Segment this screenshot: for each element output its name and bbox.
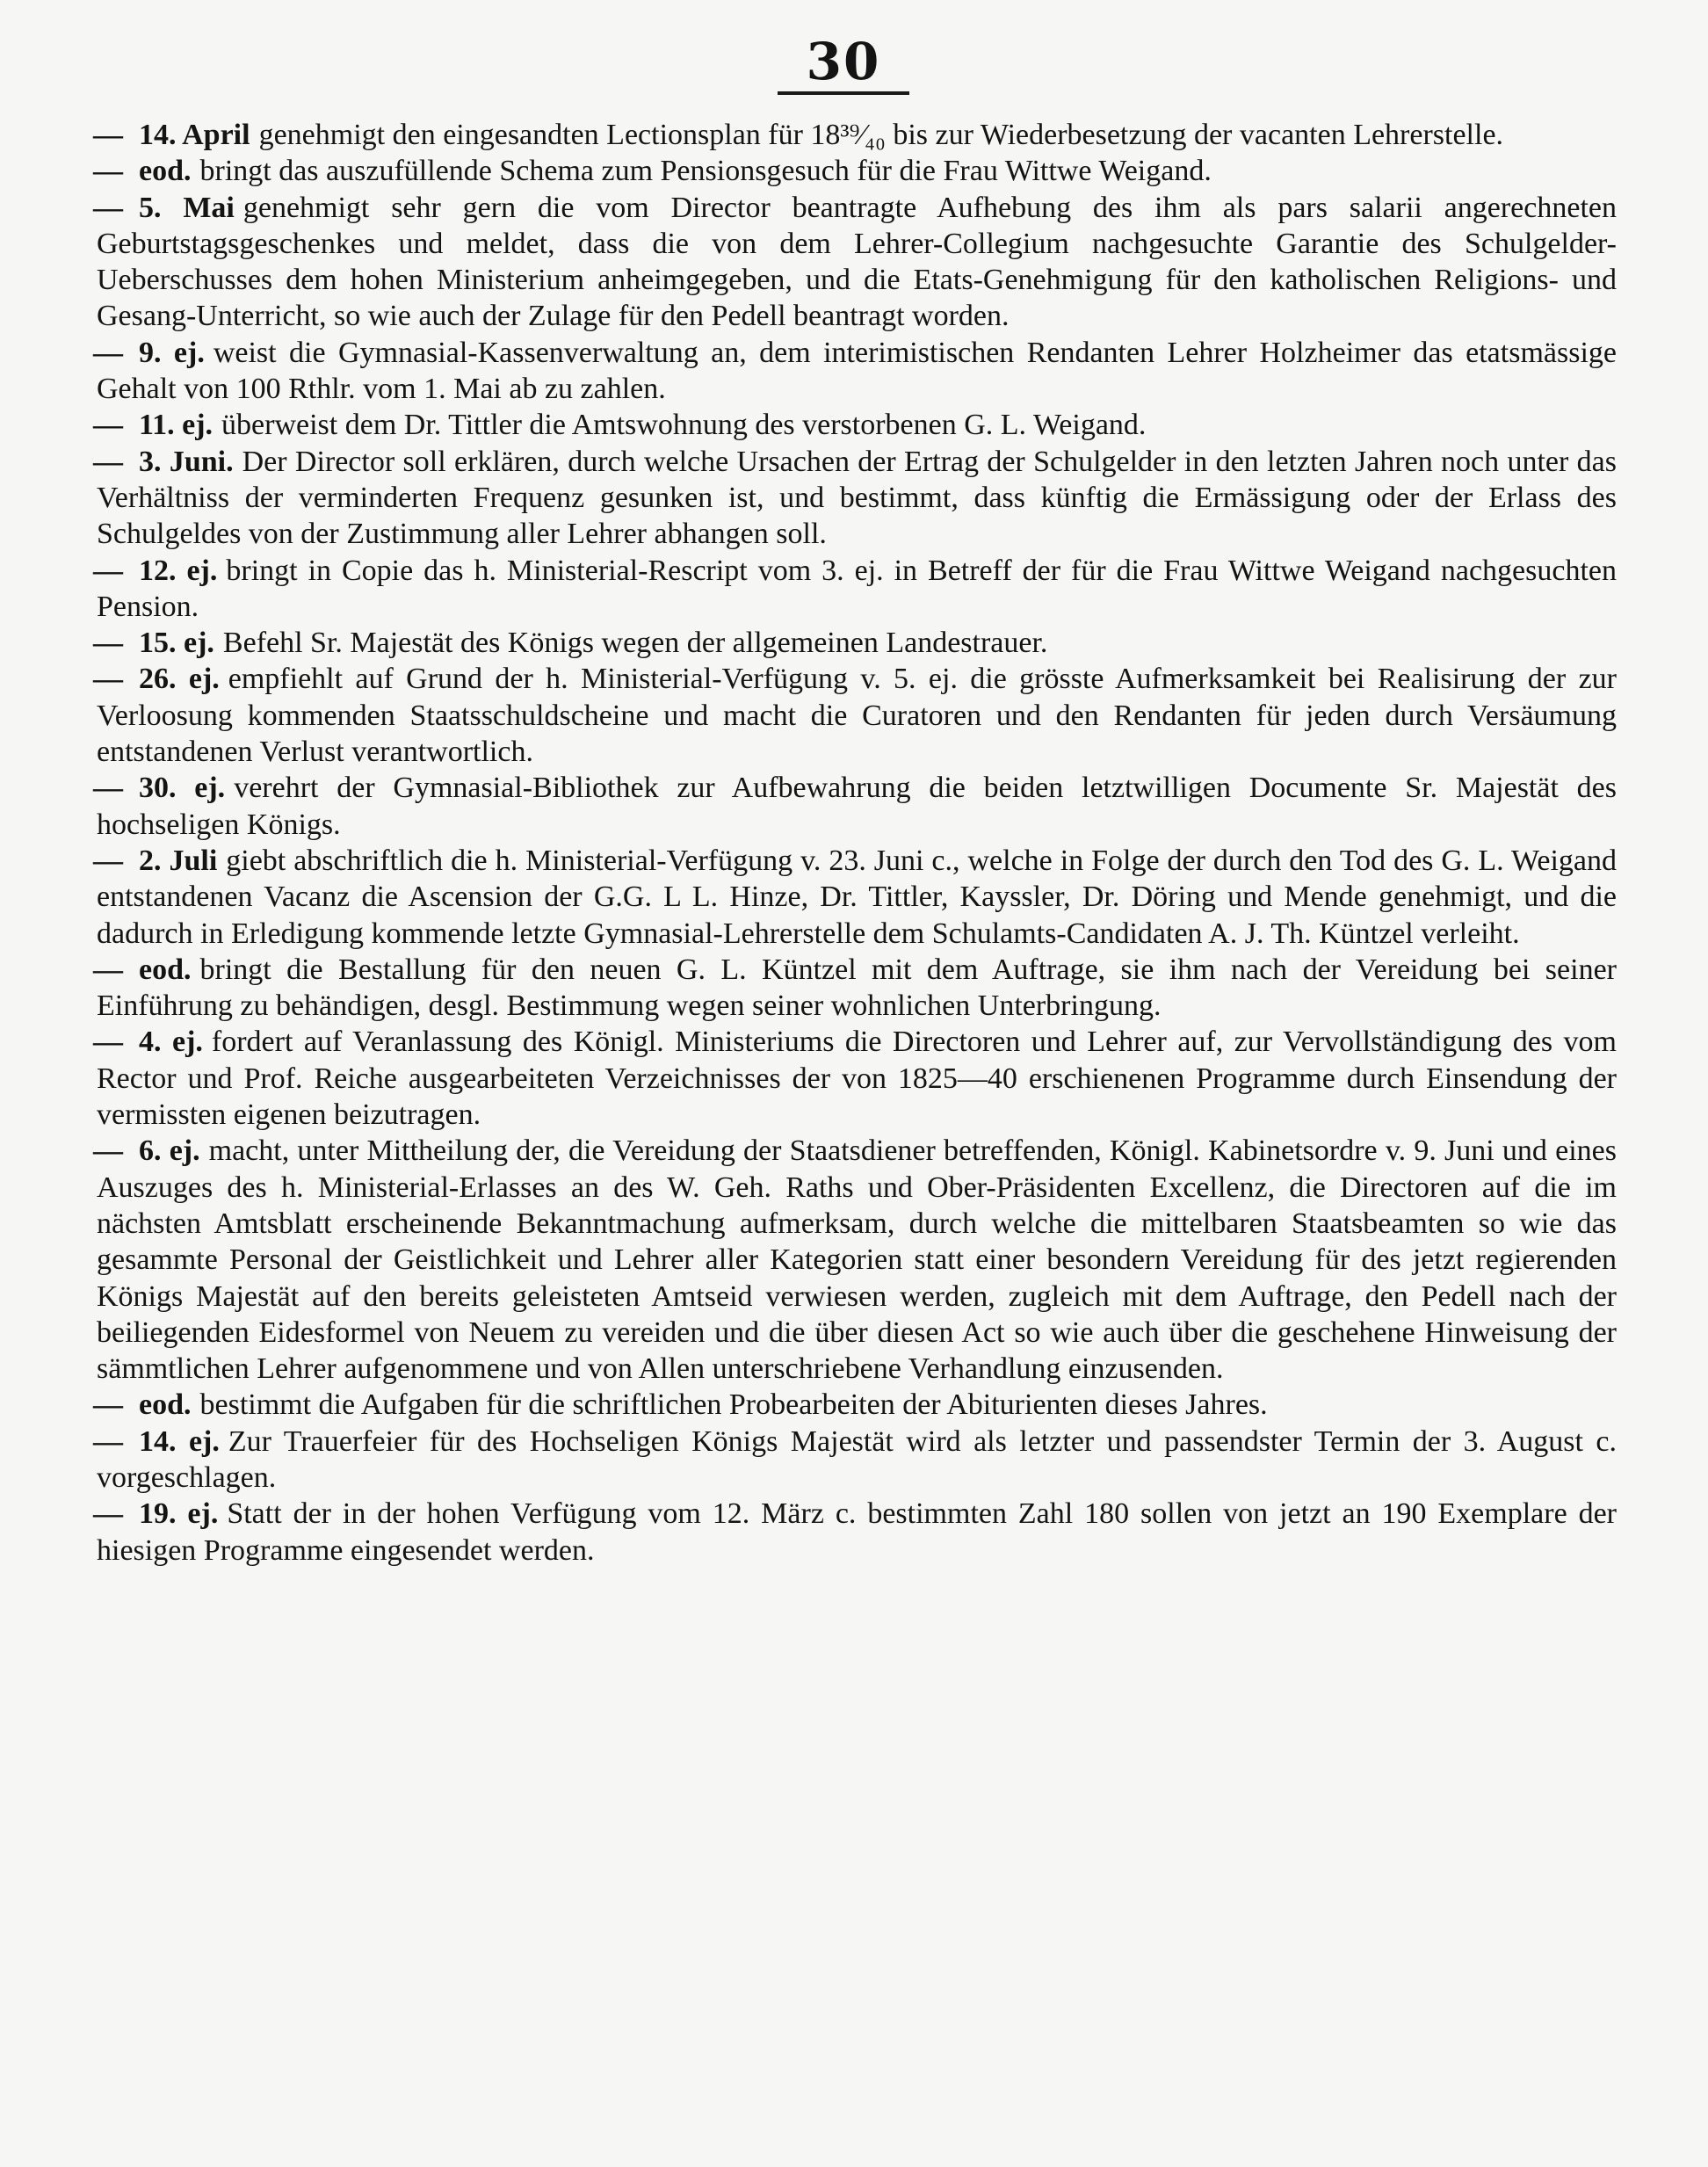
entry-dash: — (93, 1388, 123, 1422)
entry-text: empfiehlt auf Grund der h. Ministerial-Verfügung v. 5. ej. die grösste Aufmerksamkeit bei Realisirung der zur Verloosung kommenden Staatsschuldscheine und macht die Curatoren und den Rendanten für jeden durch Versäumung entstandenen Verlust verantwortlich. (97, 663, 1617, 769)
entry-date: 5. Mai (139, 191, 235, 224)
entry-text: Der Director soll erklären, durch welche Ursachen der Ertrag der Schulgelder in den letzten Jahren noch unter das Verhältniss der verminderten Frequenz gesunken ist, und bestimmt, dass künftig die Ermässigung oder der Erlass des Schulgeldes von der Zustimmung aller Lehrer abhangen soll. (97, 445, 1618, 551)
entry-date: 30. ej. (139, 772, 226, 805)
entry (93, 407, 1617, 443)
entry-text: giebt abschriftlich die h. Ministerial-Verfügung v. 23. Juni c., welche in Folge der durch den Tod des G. L. Weigand entstandenen Vacanz die Ascension der G.G. L L. Hinze, Dr. Tittler, Kayssler, Dr. Döring und Mende genehmigt, und die dadurch in Erledigung kommende letzte Gymnasial-Lehrerstelle dem Schulamts-Candidaten A. J. Th. Küntzel verleiht. (97, 844, 1617, 950)
entry-date: 4. ej. (139, 1026, 203, 1059)
entry-text: Statt der in der hohen Verfügung vom 12. März c. bestimmten Zahl 180 sollen von jetzt an 190 Exemplare der hiesigen Programme eingesendet werden. (97, 1497, 1617, 1567)
entry-text: bestimmt die Aufgaben für die schriftlichen Probearbeiten der Abiturienten dieses Jahres. (199, 1388, 1268, 1422)
entry (93, 1387, 1617, 1423)
entry-text: macht, unter Mittheilung der, die Vereidung der Staatsdiener betreffenden, Königl. Kabinetsordre v. 9. Juni und eines Auszuges des h. Ministerial-Erlasses an des W. Geh. Raths und Ober-Präsidenten Excellenz, die Directoren auf die im nächsten Amtsblatt erscheinende Bekanntmachung aufmerksam, durch welche die mittelbaren Staatsbeamten so wie das gesammte Personal der Geistlichkeit und Lehrer aller Kategorien statt einer besondern Vereidung für des jetzt regierenden Königs Majestät auf den bereits geleisteten Amtseid verwiesen werden, zugleich mit dem Auftrage, den Pedell nach der beiliegenden Eidesformel von Neuem zu vereiden und die über diesen Act so wie auch über die geschehene Hinweisung der sämmtlichen Lehrer aufgenommene und von Allen unterschriebene Verhandlung einzusenden. (97, 1134, 1617, 1386)
entry (93, 117, 1617, 153)
entry-date: 15. ej. (139, 627, 214, 660)
entry-date: 6. ej. (139, 1134, 200, 1168)
entry-text: bringt die Bestallung für den neuen G. L. Küntzel mit dem Auftrage, sie ihm nach der Vereidung bei seiner Einführung zu behändigen, desgl. Bestimmung wegen seiner wohnlichen Unterbringung. (97, 953, 1617, 1023)
entry (93, 770, 1617, 843)
entry-dash: — (93, 1497, 123, 1531)
entry (93, 843, 1617, 952)
entry (93, 625, 1617, 661)
page-number-underline (778, 91, 909, 95)
entry-date: 11. ej. (139, 409, 214, 442)
entry-date: eod. (139, 953, 192, 986)
entry-dash: — (93, 445, 123, 478)
entry-date: eod. (139, 155, 192, 188)
entry (93, 553, 1617, 626)
entry-list (93, 117, 1618, 1569)
entry-dash: — (93, 409, 123, 442)
entry-dash: — (93, 191, 123, 224)
entry-date: 26. ej. (139, 663, 220, 696)
entry (93, 1496, 1617, 1569)
entry-text: Zur Trauerfeier für des Hochseligen Königs Majestät wird als letzter und passendster Termin der 3. August c. vorgeschlagen. (97, 1424, 1617, 1494)
entry (93, 335, 1617, 408)
entry-text: bringt das auszufüllende Schema zum Pensionsgesuch für die Frau Wittwe Weigand. (199, 155, 1212, 188)
entry-date: eod. (139, 1388, 192, 1422)
entry-dash: — (93, 119, 123, 151)
entry (93, 444, 1618, 553)
entry-text: verehrt der Gymnasial-Bibliothek zur Aufbewahrung die beiden letztwilligen Documente Sr. Majestät des hochseligen Königs. (97, 772, 1617, 841)
entry-date: 12. ej. (139, 554, 218, 587)
entry-text: genehmigt den eingesandten Lectionsplan für 18³⁹⁄₄₀ bis zur Wiederbesetzung der vacanten Lehrerstelle. (258, 119, 1504, 151)
entry (93, 190, 1617, 335)
entry-dash: — (93, 663, 123, 696)
entry-date: 14. ej. (139, 1424, 220, 1458)
entry-date: 3. Juni. (139, 445, 234, 478)
entry-dash: — (93, 953, 123, 986)
entry-date: 19. ej. (139, 1497, 219, 1531)
entry (93, 1133, 1617, 1387)
entry-dash: — (93, 554, 123, 587)
entry-text: genehmigt sehr gern die vom Director beantragte Aufhebung des ihm als pars salarii angerechneten Geburtstagsgeschenkes und meldet, dass die von dem Lehrer-Collegium nachgesuchte Garantie des Schulgelder-Ueberschusses dem hohen Ministerium anheimgegeben, und die Etats-Genehmigung für den katholischen Religions- und Gesang-Unterricht, so wie auch der Zulage für den Pedell beantragt worden. (97, 191, 1617, 333)
entry-dash: — (93, 336, 123, 369)
entry-text: bringt in Copie das h. Ministerial-Rescript vom 3. ej. in Betreff der für die Frau Wittwe Weigand nachgesuchten Pension. (97, 554, 1617, 623)
entry (93, 661, 1617, 770)
entry-date: 9. ej. (139, 336, 205, 369)
entry-date: 2. Juli (139, 844, 218, 877)
entry (93, 1424, 1617, 1497)
entry-dash: — (93, 1134, 123, 1168)
entry-dash: — (93, 772, 123, 805)
entry-dash: — (93, 627, 123, 660)
entry-dash: — (93, 1424, 123, 1458)
entry-dash: — (93, 1026, 123, 1059)
entry-text: fordert auf Veranlassung des Königl. Ministeriums die Directoren und Lehrer auf, zur Vervollständigung des vom Rector und Prof. Reiche ausgearbeiteten Verzeichnisses der von 1825—40 erschienenen Programme durch Einsendung der vermissten eigenen beizutragen. (97, 1026, 1617, 1132)
entry-text: überweist dem Dr. Tittler die Amtswohnung des verstorbenen G. L. Weigand. (221, 409, 1147, 442)
entry (93, 153, 1617, 189)
entry-dash: — (93, 155, 123, 188)
entry-text: weist die Gymnasial-Kassenverwaltung an, dem interimistischen Rendanten Lehrer Holzheimer das etatsmässige Gehalt von 100 Rthlr. vom 1. Mai ab zu zahlen. (97, 336, 1617, 406)
page-number: 30 (806, 32, 881, 91)
entry (93, 952, 1617, 1025)
entry-date: 14. April (139, 119, 250, 151)
entry-text: Befehl Sr. Majestät des Königs wegen der allgemeinen Landestrauer. (222, 627, 1048, 660)
entry-dash: — (93, 844, 123, 877)
entry (93, 1024, 1617, 1133)
